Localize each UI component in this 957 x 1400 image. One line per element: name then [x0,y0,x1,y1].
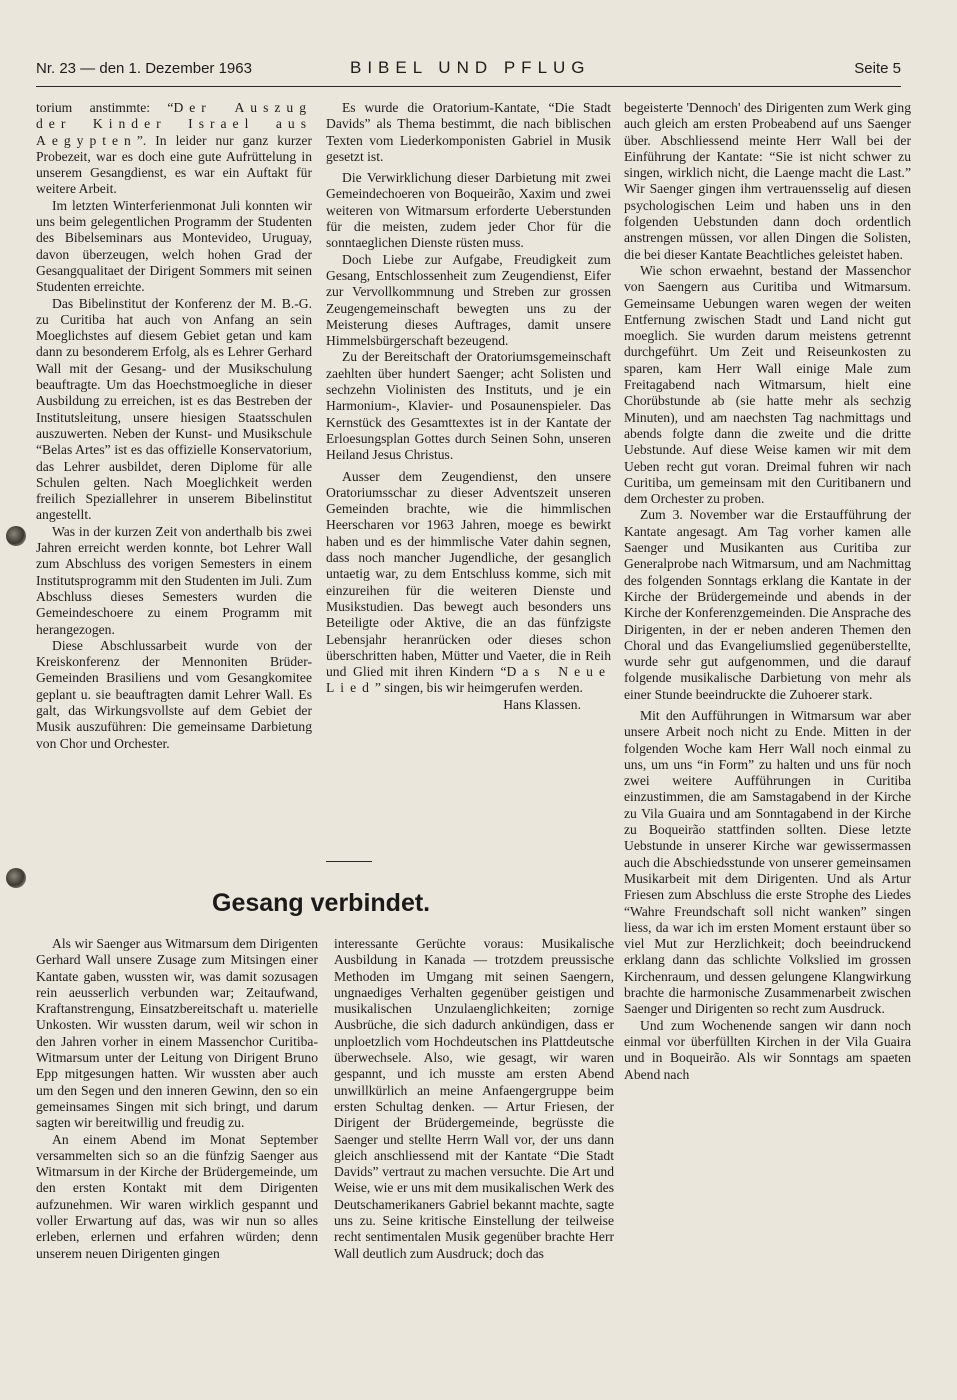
page-header [36,58,901,87]
paragraph: Was in der kurzen Zeit von anderthalb bis zwei Jahren erreicht werden konnte, bot Lehrer Wall zum Abschluss des vorigen Semesters in einem Institutsprogramm mit den Studenten im Juli. Zum Abschluss dieses Semesters wurden die Gemeindeschoere zu einem Programm mit herangezogen. [36,523,313,637]
article-divider [326,861,372,862]
paragraph [326,469,611,697]
issue-date: Nr. 23 — den 1. Dezember 1963 [36,60,252,77]
paragraph: Im letzten Winterferienmonat Juli konnten wir uns beim gelegentlichen Programm der Studenten des Bibelseminars aus Montevideo, Uruguay, davon überzeugen, welch hohen Grad der Gesangqualitaet der Dirigent Sommers mit seinen Studenten erreichte. [36,197,312,295]
text: ”. In leider nur ganz kurzer Probezeit, war es doch eine gute Aufrüttelung in unserem Gesangdienst, es war ein Auftakt für weitere Arbeit. [36,132,312,197]
paragraph: Zu der Bereitschaft der Oratoriumsgemeinschaft zaehlten über hundert Saenger; acht Solisten und sechzehn Violinisten des Instituts, und je ein Harmonium-, Klavier- und Posaunenspieler. Das Kernstück des Gesamttextes ist in der Kantate der Erloesungsplan Gottes durch Seinen Sohn, unseren Heiland Jesus Christus. [326,349,611,463]
article-column-2 [326,100,611,845]
paragraph: Wie schon erwaehnt, bestand der Massenchor von Saengern aus Curitiba und Witmarsum. Gemeinsame Uebungen waren wegen der weiten Entfernung zwischen Stadt und Land nicht gut moeglich. Sie wurden darum meistens getrennt durchgeführt. Um Zeit und Reiseunkosten zu sparen, kam Herr Wall einige Male zum Freitagabend nach Witmarsum, hielt eine Chorübstunde ab (sie hatte mehr als sechzig Minuten), und am naechsten Tag nachmittags und abends folgte dann die zweite und die dritte Uebstunde. Auf diese Weise kamen wir mit dem Ueben recht gut voran. Dreimal fuhren wir nach Curitiba, um gemeinsam mit den Curitibanern und dem Orchester zu proben. [624,262,911,507]
paragraph: Und zum Wochenende sangen wir dann noch einmal vor überfüllten Kirchen in der Vila Guaira und in Boqueirão. Als wir Sonntags am spaeten Abend nach [624,1017,911,1082]
paragraph [36,100,312,198]
paragraph: begeisterte 'Dennoch' des Dirigenten zum Werk ging auch gleich am ersten Probeabend auf uns Saenger über. Abschliessend meinte Herr Wall bei der Einführung der Kantate: “Sie ist nicht schwer zu singen, wirklich nicht, die Laenge macht die Last.” Wir Saenger gingen ihm vertrauensselig auf diesen psychologischen Leim und haben uns in den folgenden Uebstunden dann doch ordentlich anstrengen müssen, vor allen Dingen die Solisten, die bei dieser Kantate Beachtliches geleistet haben. [624,100,911,262]
article-column-3 [624,100,911,1330]
publication-title: BIBEL UND PFLUG [350,58,591,77]
paragraph: Die Verwirklichung dieser Darbietung mit zwei Gemeindechoeren von Boqueirão, Xaxim und zwei weiteren von Witmarsum erforderte Ueberstunden für die meisten, zudem jeder Chor für die sonntaeglichen Dienste rüsten muss. [326,170,611,251]
article-column-5 [334,936,614,1336]
paragraph: Doch Liebe zur Aufgabe, Freudigkeit zum Gesang, Entschlossenheit zum Zeugendienst, Eifer zur Vervollkommnung und Streben zur grossen Zeugengemeinschaft bewegten uns zu der Meisterung dieses Auftrages, damit unsere Himmelsbürgerschaft bezeugend. [326,251,611,349]
quoted-title: Das Neue Lied [326,664,611,696]
paragraph: interessante Gerüchte voraus: Musikalische Ausbildung in Kanada — trotzdem preussische Methoden im Umgang mit seinen Saengern, ungnaediges Verhalten gegenüber geistigen und musikalischen Unzulaenglichkeiten; zornige Ausbrüche, die sich dadurch ankündigen, dass er unploetzlich vom Hochdeutschen ins Plattdeutsche überwechsele. Also, wie gesagt, wir waren gespannt, und ich musste am ersten Abend unwillkürlich an meine Anfaengergruppe beim ersten Schultag denken. — Artur Friesen, der Dirigent der Brüdergemeinde, begrüsste die Saenger und stellte Herrn Wall vor, der uns dann gleich anschliessend mit der Kantate “Die Stadt Davids” vertraut zu machen versuchte. Die Art und Weise, wie er uns mit dem musikalischen Werk des Deutschamerikaners Gabriel bekannt machte, sagte uns zu. Seine kritische Einstellung der teilweise recht sentimentalen Musik gegenüber brachte Herr Wall deutlich zum Ausdruck; doch das [334,936,614,1261]
paragraph: Zum 3. November war die Erstaufführung der Kantate angesagt. Am Tag vorher kamen alle Saenger und Musikanten aus Curitiba zur Generalprobe nach Witmarsum, und am Nachmittag des folgenden Sonntags erklang die Kantate in der Kirche der Brüdergemeinde und abends in der Kirche der Konferenzgemeinden. Die Ansprache des Dirigenten, in der er neben anderen Themen den Choral und das Evangeliumslied gegenüberstellte, wurde sehr gut aufgenommen, und die darauf folgende musikalische Darbietung von mehr als einer Stunde beeindruckte die Zuhoerer stark. [624,507,911,702]
paragraph: Es wurde die Oratorium-Kantate, “Die Stadt Davids” als Thema bestimmt, die nach biblischen Texten vom Liederkomponisten Gabriel in Musik gesetzt ist. [326,100,611,164]
quoted-title: Der Auszug der Kinder Israel aus Aegypten [36,100,312,148]
author-signature: Hans Klassen. [503,696,581,712]
page-number: Seite 5 [854,60,901,77]
paragraph: Diese Abschlussarbeit wurde von der Kreiskonferenz der Mennoniten Brüder-Gemeinden Brasiliens und vom Gesangkomitee geplant u. sie beauftragten damit Lehrer Wall. Es galt, das Wirkungsvollste auf dem Gebiet der Musik auszuführen: Die gemeinsame Darbietung von Chor und Orchester. [36,637,312,751]
text: ” singen, bis wir heimgerufen werden. [374,680,583,696]
punch-hole-icon [6,526,26,546]
article-column-4 [36,936,318,1336]
paragraph: Das Bibelinstitut der Konferenz der M. B.-G. zu Curitiba hat auch von Anfang an sein Moeglichstes auf diesem Gebiet getan und kam dann zu besonderem Erfolg, als es Lehrer Gerhard Wall mit der Gesang- und der Musikschulung beauftragte. Um das Hoechstmoegliche in dieser Ausbildung zu erreichen, ist es das Bestreben der Institutsleitung, unsere hiesigen Staatsschulen auszuwerten. Neben der Kunst- und Musikschule “Belas Artes” ist es das offizielle Konservatorium, das Lehrer ausbildet, deren Diplome für alle Schulen gelten. Nach Moeglichkeit werden freilich Speziallehrer in unserem Bibelinstitut angestellt. [36,295,312,523]
punch-hole-icon [6,868,26,888]
paragraph: Als wir Saenger aus Witmarsum dem Dirigenten Gerhard Wall unsere Zusage zum Mitsingen einer Kantate gaben, wussten wir, was damit sozusagen rein aeusserlich verbunden war; Zeitaufwand, Kraftanstrengung, Einsatzbereitschaft u. materielle Unkosten. Wir wussten darum, weil wir schon in den Jahren vorher in einem Massenchor Curitiba-Witmarsum unter der Leitung von Dirigent Bruno Epp mitgesungen hatten. Wir wussten aber auch um den Segen und den inneren Gewinn, den so ein gemeinsames Singen mit sich bringt, und darum sagten wir bereitwillig und freudig zu. [36,936,318,1131]
paragraph: An einem Abend im Monat September versammelten sich so an die fünfzig Saenger aus Witmarsum in der Kirche der Brüdergemeinde, um den ersten Kontakt mit dem Dirigenten aufzunehmen. Wir waren wirklich gespannt und voller Erwartung auf das, was wir nun so alles erleben, erlernen und erfahren würden; denn unserem neuen Dirigenten gingen [36,1131,318,1261]
text: Ausser dem Zeugendienst, den unsere Oratoriumsschar zu dieser Adventszeit unseren Gemeinden brachte, wie die himmlischen Heerscharen vor 1963 Jahren, moege es bewirkt haben und es der himmlische Vater dahin segnen, dass noch mancher Jugendliche, der gesanglich untaetig war, zu dem Entschluss komme, sich mit einzureihen für die weiteren Dienste und Musikstudien. Das bewegt auch besonders uns Beteiligte oder Aktive, die an das fünfzigste Lebensjahr heranrücken oder dieses schon überschritten haben, Mütter und Vaeter, die in Reih und Glied mit ihren Kindern “ [326,468,611,680]
text: torium anstimmte: “ [36,100,174,115]
article-headline: Gesang verbindet. [212,889,431,917]
paragraph: Mit den Aufführungen in Witmarsum war aber unsere Arbeit noch nicht zu Ende. Mitten in der folgenden Woche kam Herr Wall noch einmal zu uns, um uns “in Form” zu halten und uns für noch zwei weitere Aufführungen in Curitiba einzustimmen, die am Samstagabend in der Kirche zu Vila Guaira und am Sonntagabend in der Kirche zu Boqueirão stattfinden sollten. Diese letzte Uebstunde in unserer Kirche war gewissermassen auch die Abschiedsstunde von unserer gemeinsamen Musikarbeit mit dem Dirigenten. Und als Artur Friesen zum Abschluss die erste Strophe des Liedes “Wahre Freundschaft soll nicht wanken” singen liess, da war ich im ersten Moment erstaunt über so viel Mut zur Herzlichkeit; doch beeindruckend erklang dann das schlichte Volkslied im grossen Kirchenraum, und dessen gelungene Klangwirkung brachte die harmonische Zusammenarbeit zwischen Saenger und Dirigenten so recht zum Ausdruck. [624,707,911,1017]
article-column-1 [36,100,312,855]
